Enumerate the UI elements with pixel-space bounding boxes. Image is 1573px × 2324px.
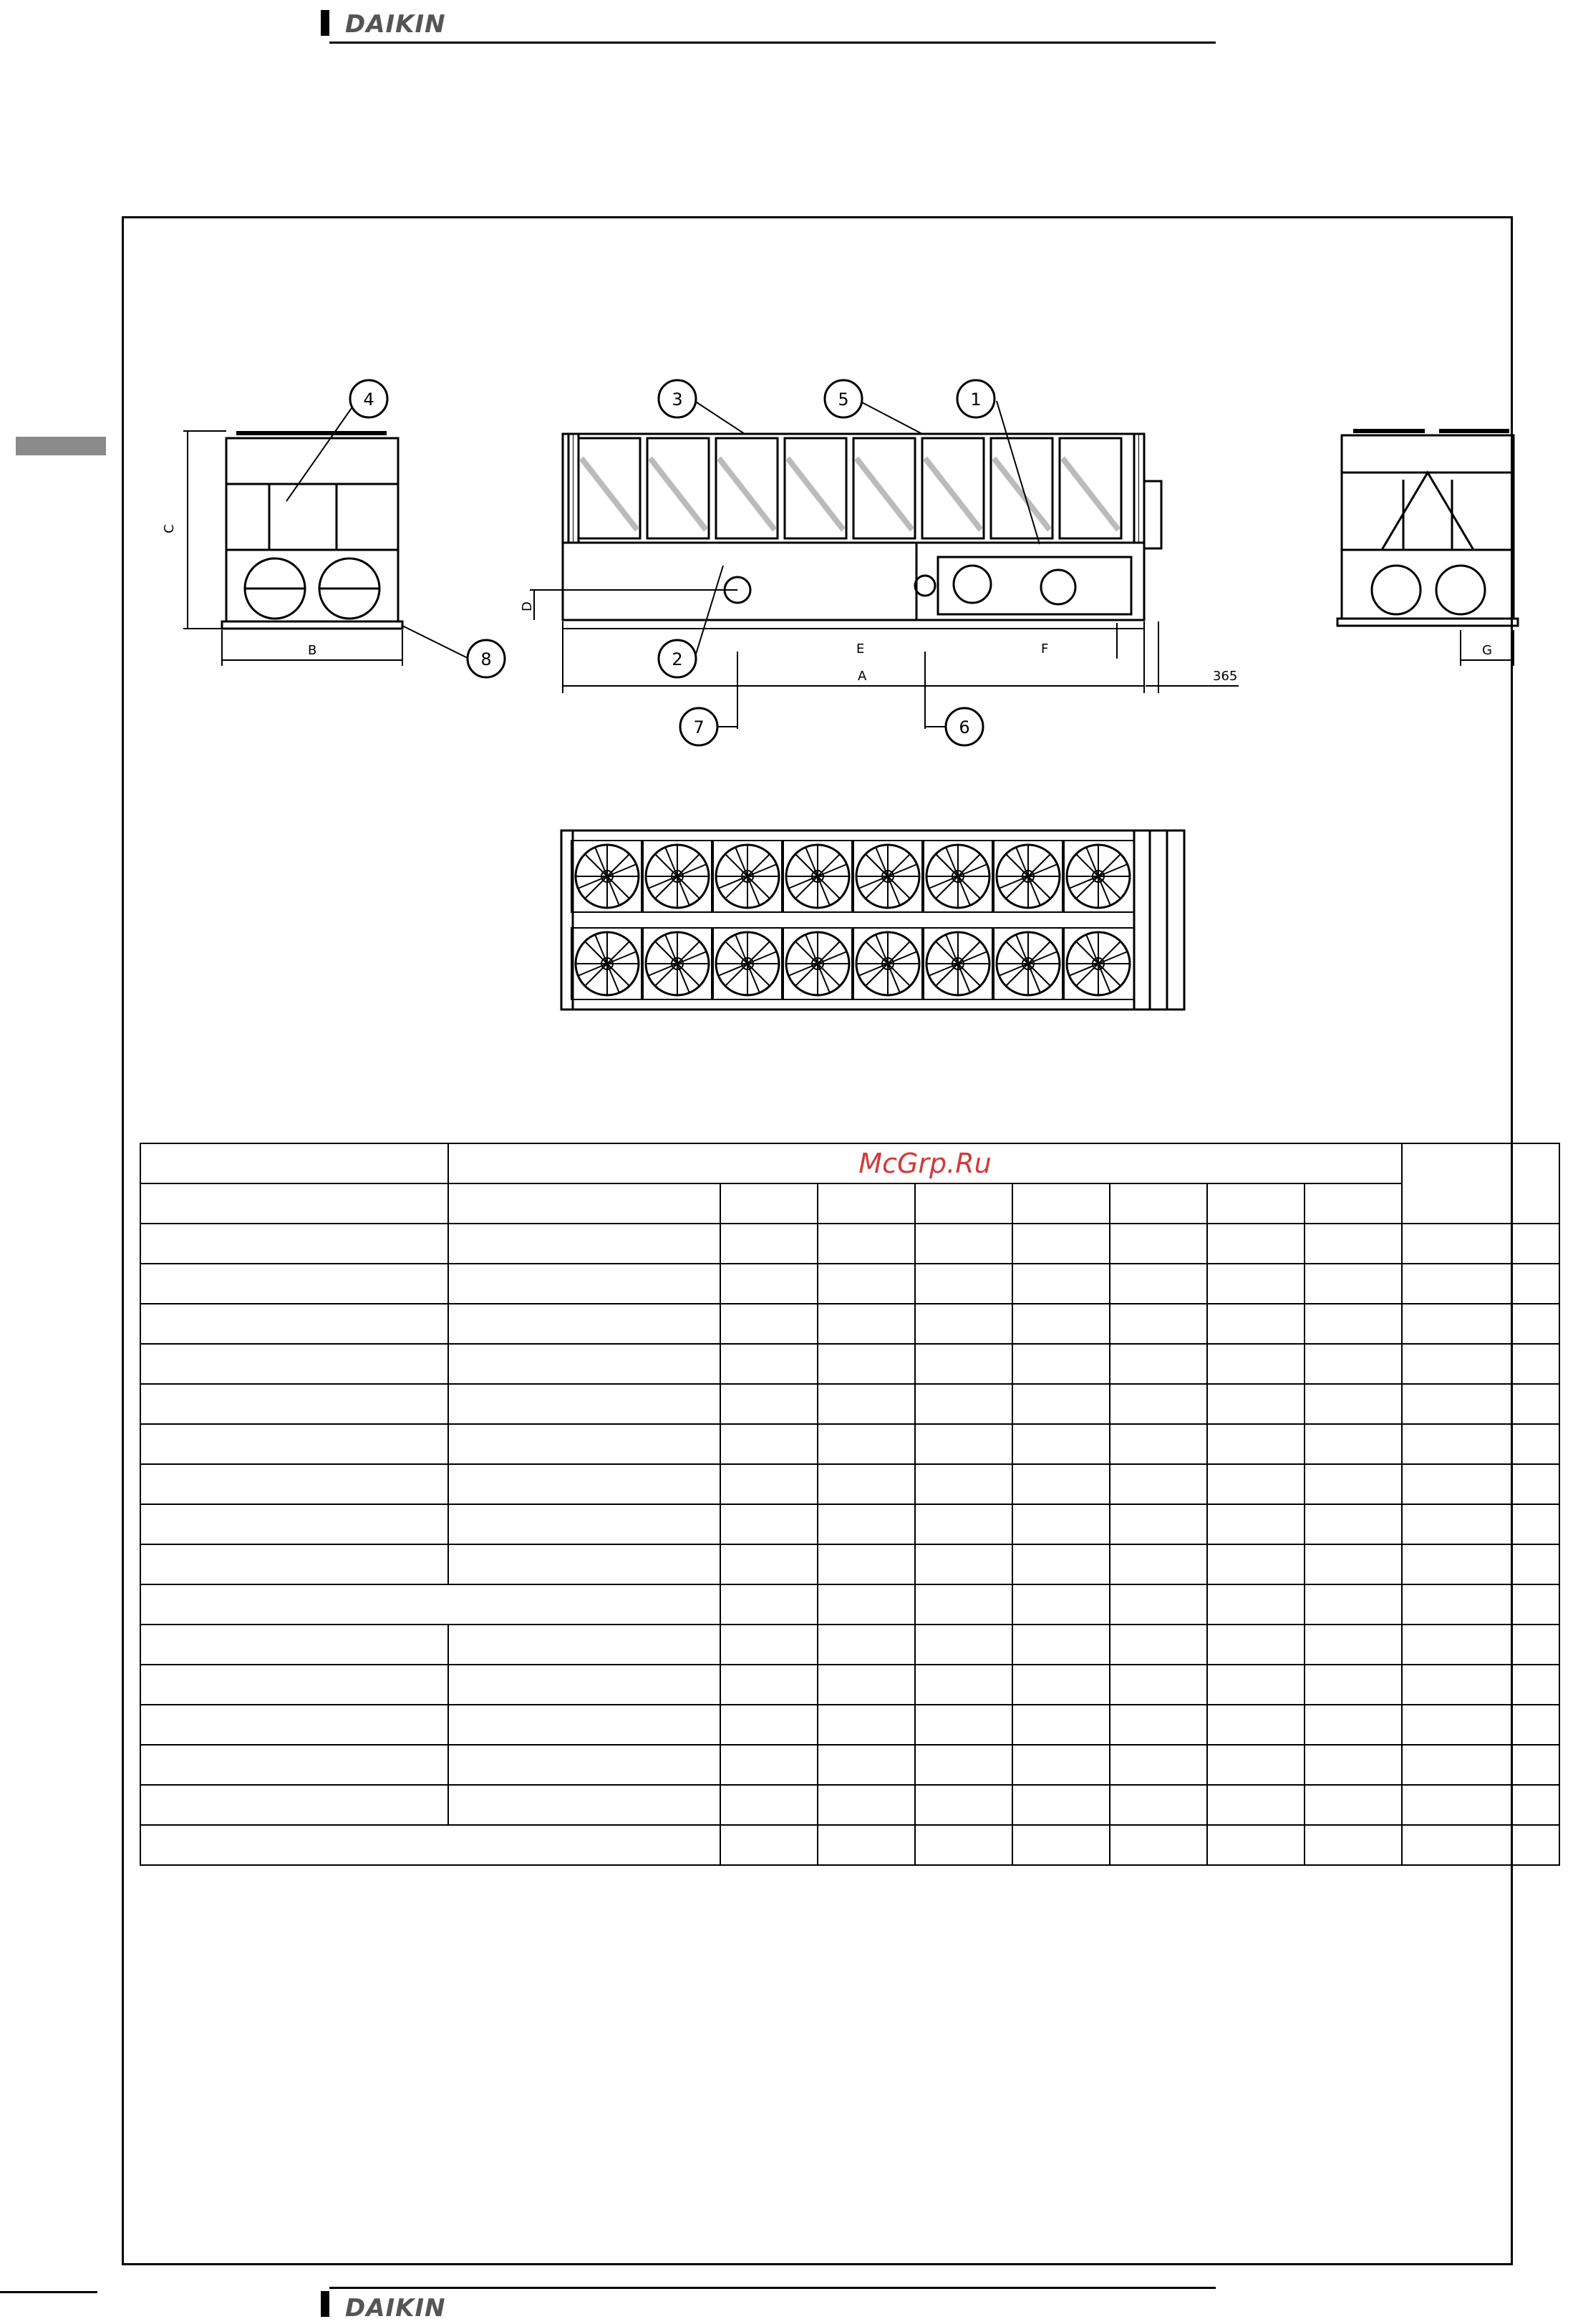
dim-d: D	[520, 601, 535, 611]
unit-drawing	[0, 0, 1573, 1088]
svg-text:1: 1	[970, 389, 982, 410]
daikin-logo: DAIKIN	[345, 10, 446, 39]
footer-bar	[321, 2291, 329, 2317]
callout-7	[680, 708, 717, 745]
table-row	[140, 1424, 1559, 1464]
front-elevation	[530, 434, 1239, 723]
table-row	[140, 1625, 1559, 1665]
dim-f: F	[1041, 641, 1049, 657]
table-row	[140, 1745, 1559, 1785]
callout-2	[659, 640, 696, 677]
daikin-logo-footer: DAIKIN	[345, 2294, 446, 2323]
dim-e: E	[856, 641, 865, 657]
right-end-view	[1337, 431, 1518, 666]
dim-365: 365	[1213, 669, 1238, 684]
table-row	[140, 1785, 1559, 1825]
table-row	[140, 1705, 1559, 1745]
svg-text:6: 6	[959, 717, 970, 737]
callout-8	[468, 640, 505, 677]
callout-5	[825, 380, 862, 417]
table-row	[140, 1304, 1559, 1344]
svg-text:2: 2	[672, 649, 683, 669]
table-row	[140, 1504, 1559, 1544]
callout-6	[946, 708, 983, 745]
footer-rule	[329, 2287, 1216, 2289]
table-row	[140, 1264, 1559, 1304]
callout-1	[957, 380, 994, 417]
table-row	[140, 1584, 1559, 1625]
dim-a: A	[858, 669, 867, 684]
callout-4	[350, 380, 387, 417]
dim-g: G	[1482, 643, 1492, 658]
table-row	[140, 1143, 1559, 1183]
watermark: McGrp.Ru	[858, 1148, 992, 1179]
connection-arrows	[717, 709, 946, 727]
table-row	[140, 1544, 1559, 1584]
dim-b: B	[308, 643, 317, 658]
fan-array	[571, 841, 1134, 999]
callout-leaders	[286, 401, 1040, 729]
table-row	[140, 1384, 1559, 1424]
svg-text:7: 7	[693, 717, 705, 737]
footer-rule-left	[0, 2291, 97, 2293]
table-row	[140, 1224, 1559, 1264]
left-end-view	[183, 431, 402, 666]
table-row	[140, 1825, 1559, 1865]
callout-3	[659, 380, 696, 417]
coil-modules	[579, 438, 1121, 538]
table-row	[140, 1665, 1559, 1705]
svg-text:3: 3	[672, 389, 683, 410]
table-row	[140, 1183, 1559, 1224]
svg-text:4: 4	[363, 389, 374, 410]
page-footer	[321, 2287, 1216, 2324]
svg-text:5: 5	[838, 389, 849, 410]
table-row	[140, 1464, 1559, 1504]
svg-text:8: 8	[480, 649, 492, 669]
table-row	[140, 1344, 1559, 1384]
dim-c: C	[162, 524, 177, 533]
dimension-table	[140, 1143, 1560, 1866]
